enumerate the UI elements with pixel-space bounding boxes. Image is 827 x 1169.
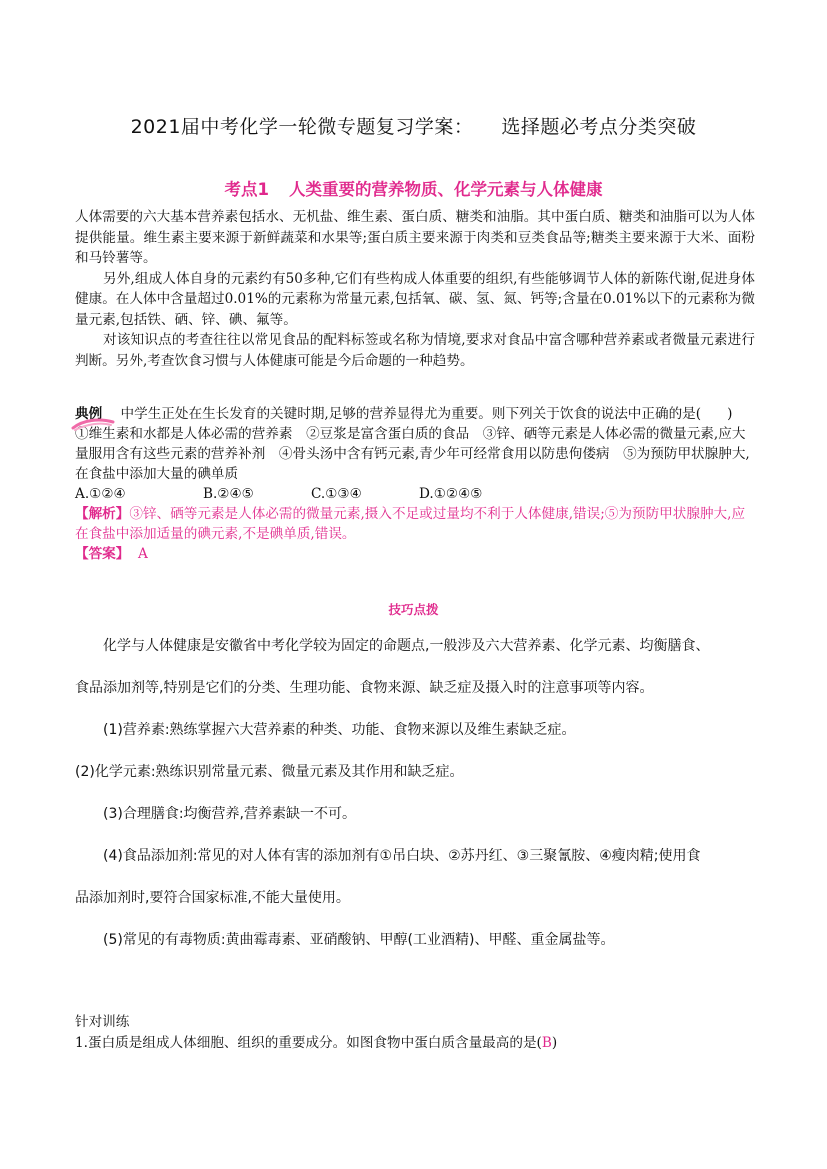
- answer-value: A: [138, 546, 148, 562]
- example-analysis: [75, 504, 755, 544]
- question-1-text: 1.蛋白质是组成人体细胞、组织的重要成分。如图食物中蛋白质含量最高的是(: [75, 1035, 542, 1051]
- question-1-answer: B: [541, 1035, 552, 1051]
- tips-line-4: (2)化学元素:熟练识别常量元素、微量元素及其作用和缺乏症。: [75, 764, 464, 780]
- training-question-1: [75, 1033, 755, 1054]
- example-question-end: ): [727, 406, 733, 422]
- highlight-swoosh-icon: [71, 416, 115, 432]
- tips-line-5: (3)合理膳食:均衡营养,营养素缺一不可。: [103, 806, 356, 822]
- tips-line-3: (1)营养素:熟练掌握六大营养素的种类、功能、食物来源以及维生素缺乏症。: [103, 722, 576, 738]
- intro-paragraph-3: 对该知识点的考查往往以常见食品的配料标签或名称为情境,要求对食品中富含哪种营养素或者微量元素进行判断。另外,考查饮食习惯与人体健康可能是今后命题的一种趋势。: [75, 332, 755, 369]
- intro-paragraph-1: 人体需要的六大基本营养素包括水、无机盐、维生素、蛋白质、糖类和油脂。其中蛋白质、糖类和油脂可以为人体提供能量。维生素主要来源于新鲜蔬菜和水果等;蛋白质主要来源于肉类和豆类食品等;糖类主要来源于大米、面粉和马铃薯等。: [75, 209, 755, 266]
- example-question: [75, 404, 755, 424]
- tips-line-6: (4)食品添加剂:常见的对人体有害的添加剂有①吊白块、②苏丹红、③三聚氰胺、④瘦肉精;使用食: [103, 848, 701, 864]
- section-title: 人类重要的营养物质、化学元素与人体健康: [288, 180, 603, 199]
- answer-tag: 【答案】: [75, 546, 130, 562]
- option-b: B.②④⑤: [203, 486, 254, 502]
- intro-paragraph-2: 另外,组成人体自身的元素约有50多种,它们有些构成人体重要的组织,有些能够调节人体的新陈代谢,促进身体健康。在人体中含量超过0.01%的元素称为常量元素,包括氧、碳、氢、氮、钙等;含量在0.01%以下的元素称为微量元素,包括铁、硒、锌、碘、氟等。: [75, 270, 755, 328]
- tips-line-8: (5)常见的有毒物质:黄曲霉毒素、亚硝酸钠、甲醇(工业酒精)、甲醛、重金属盐等。: [103, 932, 615, 948]
- example-block: [75, 404, 755, 564]
- document-title: [0, 112, 827, 139]
- tips-line-7: 品添加剂时,要符合国家标准,不能大量使用。: [75, 890, 350, 906]
- question-1-end: ): [551, 1035, 558, 1051]
- section-label: 考点1: [224, 180, 269, 199]
- example-label: 典例: [75, 406, 107, 422]
- example-answer: [75, 544, 755, 564]
- option-a: A.①②④: [75, 486, 126, 502]
- analysis-text: ③锌、硒等元素是人体必需的微量元素,摄入不足或过量均不利于人体健康,错误;⑤为预防甲状腺肿大,应在食盐中添加适量的碘元素,不是碘单质,错误。: [75, 506, 746, 542]
- tips-line-1: 化学与人体健康是安徽省中考化学较为固定的命题点,一般涉及六大营养素、化学元素、均衡膳食、: [103, 638, 710, 654]
- example-statements: ①维生素和水都是人体必需的营养素 ②豆浆是富含蛋白质的食品 ③锌、硒等元素是人体必需的微量元素,应大量服用含有这些元素的营养补剂 ④骨头汤中含有钙元素,青少年可经常食用以防患佝偻病 ⑤为预防甲状腺肿大,在食盐中添加大量的碘单质: [75, 426, 750, 482]
- training-block: [75, 1012, 755, 1054]
- title-main: 2021届中考化学一轮微专题复习学案：: [130, 116, 474, 138]
- option-c: C.①③④: [311, 486, 362, 502]
- tips-line-2: 食品添加剂等,特别是它们的分类、生理功能、食物来源、缺乏症及摄入时的注意事项等内容。: [75, 680, 654, 696]
- title-sub: 选择题必考点分类突破: [501, 116, 697, 138]
- intro-text: [75, 207, 755, 371]
- example-question-text: 中学生正处在生长发育的关键时期,足够的营养显得尤为重要。则下列关于饮食的说法中正确的是(: [120, 406, 702, 422]
- training-title: 针对训练: [75, 1014, 130, 1030]
- example-options: [75, 484, 755, 504]
- analysis-tag: 【解析】: [75, 506, 130, 522]
- section-heading: [0, 176, 827, 200]
- option-d: D.①②④⑤: [419, 486, 483, 502]
- tips-title: 技巧点拨: [388, 602, 439, 617]
- tips-block: [75, 632, 765, 968]
